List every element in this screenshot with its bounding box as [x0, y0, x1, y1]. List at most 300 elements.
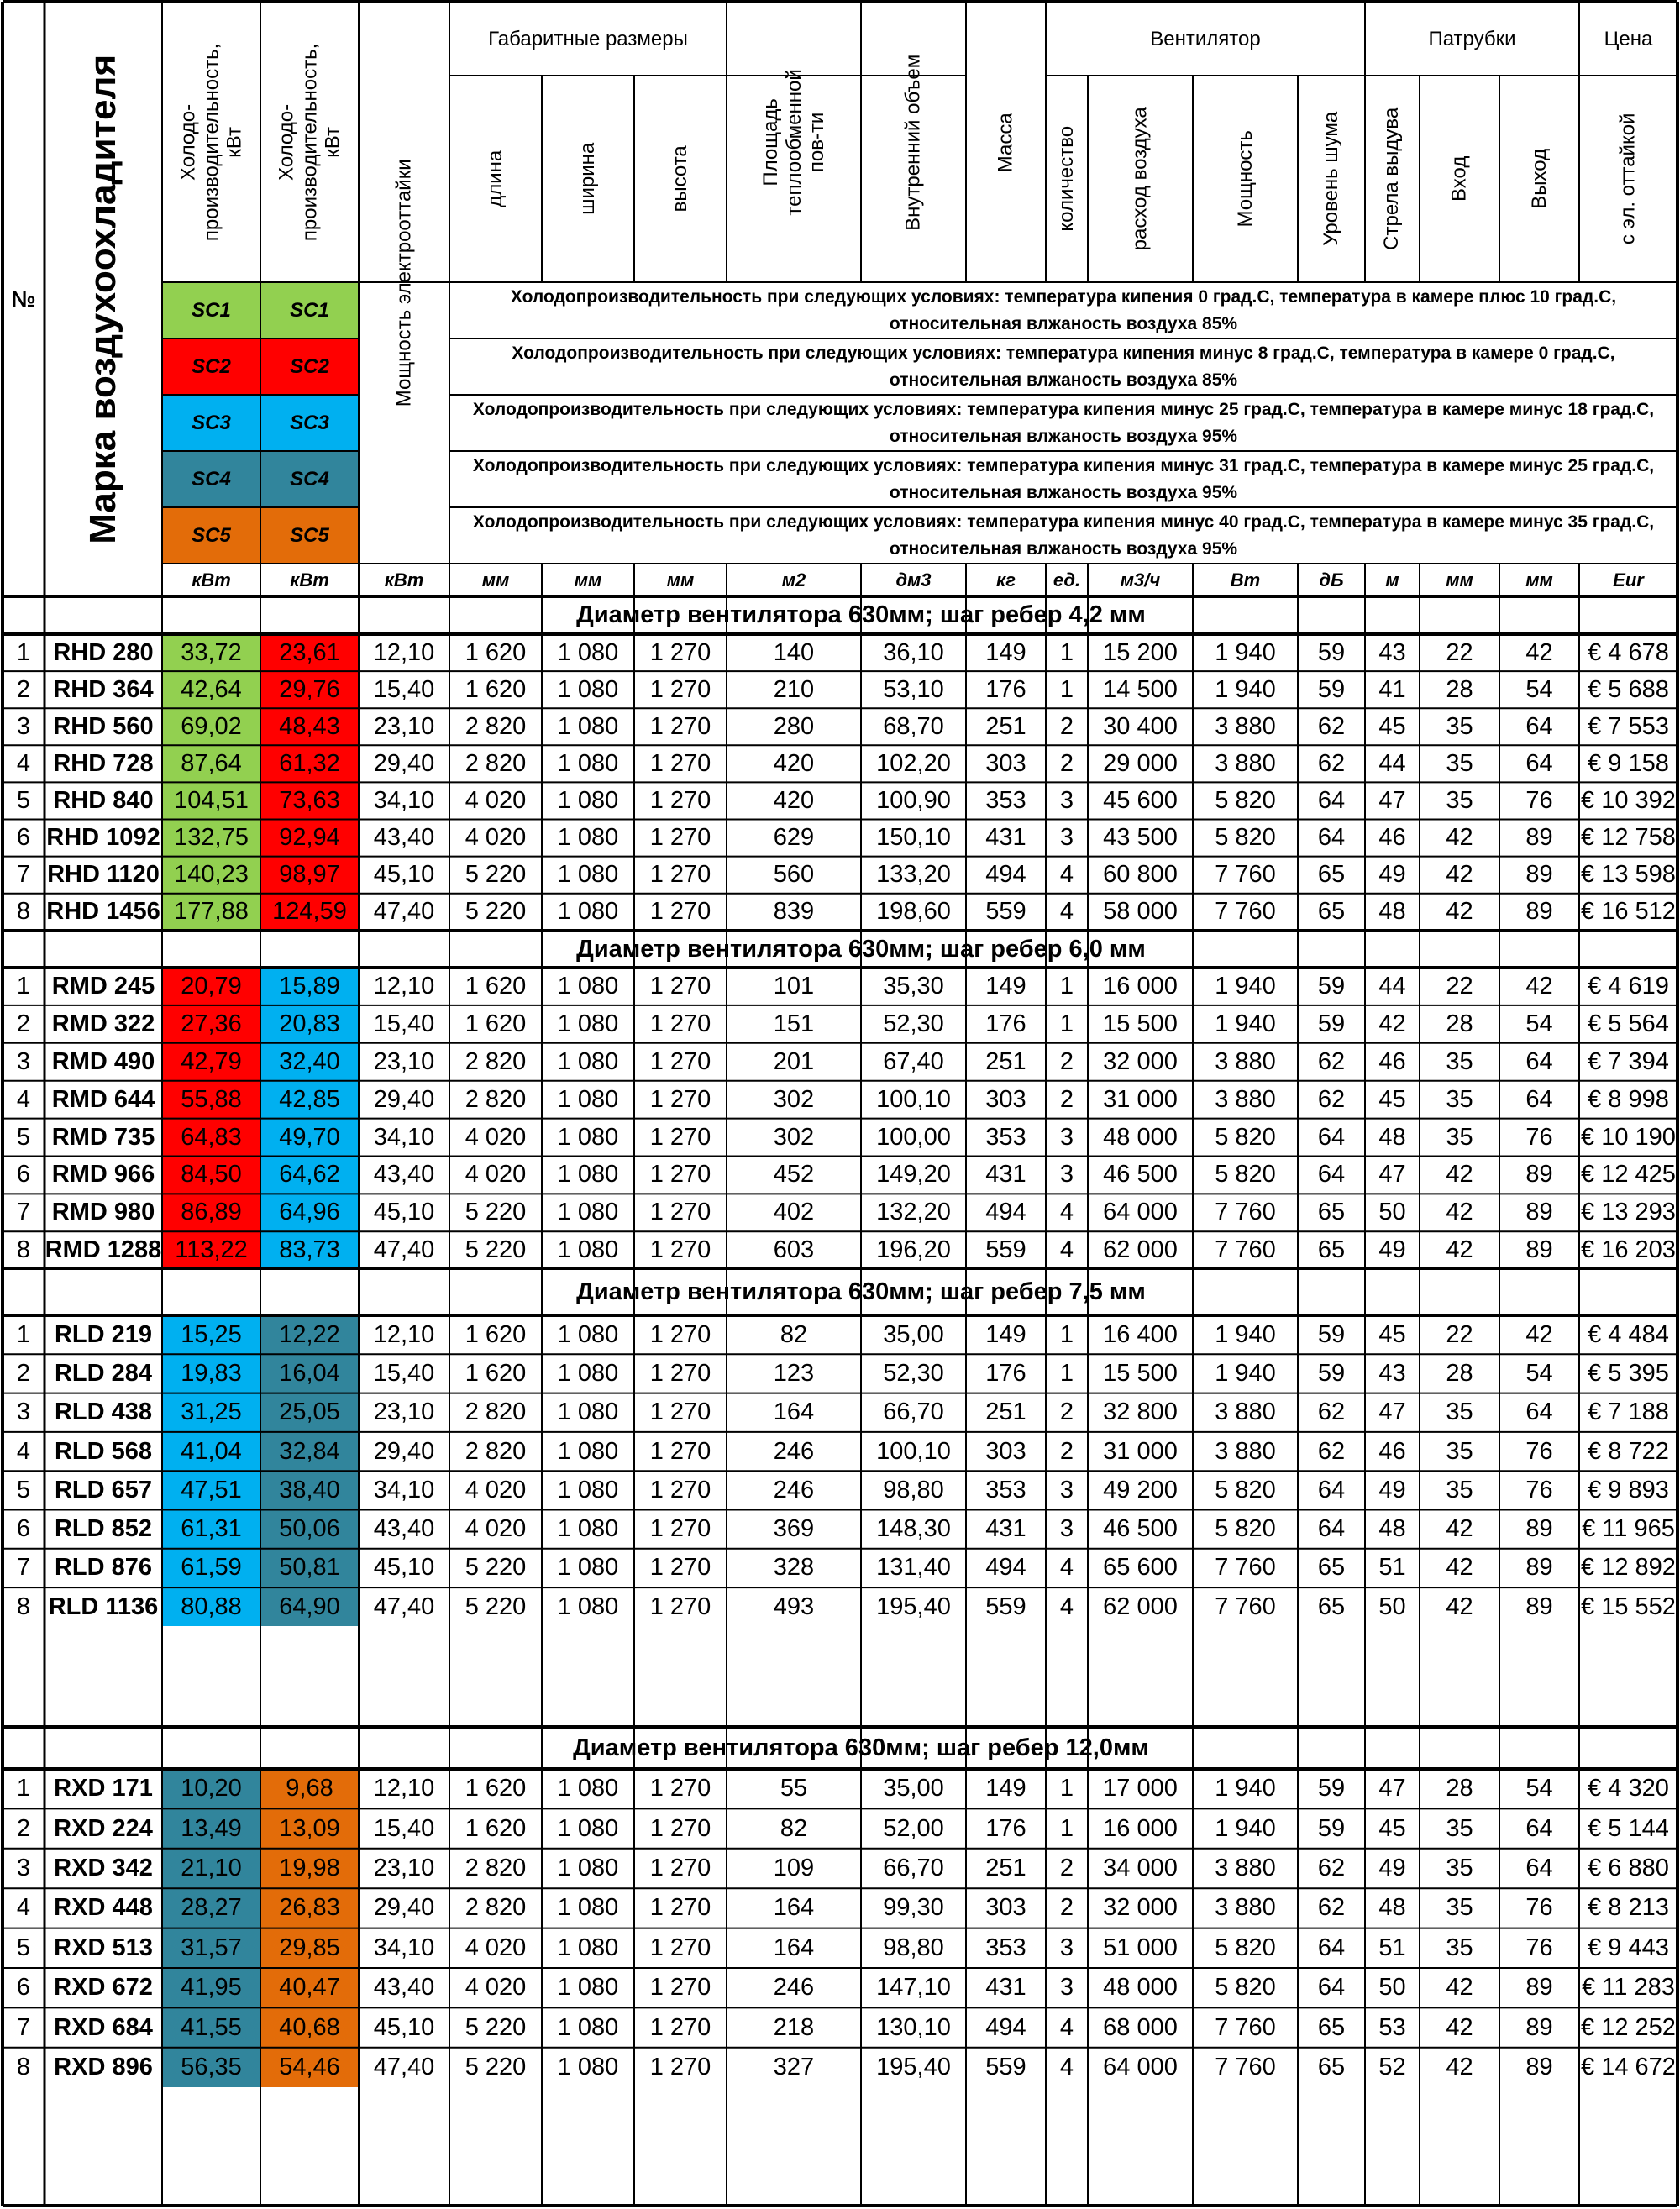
section-3-row-6-col-1-text: 6 [16, 1515, 31, 1543]
section-2-row-7-col-6-text: 5 220 [465, 1199, 527, 1226]
section-2-row-8-col-2-text: RMD 1288 [45, 1236, 162, 1264]
section-2-row-4-col-4-text: 42,85 [279, 1085, 340, 1113]
section-2-row-8-col-19-text: € 16 203 [1581, 1236, 1676, 1264]
section-2-row-7-col-12-text: 4 [1059, 1199, 1074, 1226]
section-1-row-1-col-11-text: 149 [985, 638, 1026, 666]
section-4-row-8-col-7-text: 1 080 [557, 2053, 619, 2080]
section-2-row-1-col-8-text: 1 270 [649, 972, 711, 1000]
section-4-row-3-col-19-text: € 6 880 [1588, 1854, 1669, 1881]
section-4-row-5-col-5-text: 34,10 [373, 1934, 435, 1961]
section-3-row-6-col-13-text: 46 500 [1103, 1515, 1178, 1543]
section-1-row-1-col-19-text: € 4 678 [1588, 638, 1669, 666]
section-2-row-4-col-19-text: € 8 998 [1588, 1085, 1669, 1113]
section-1-row-7-col-6-text: 5 220 [465, 861, 527, 889]
section-1-row-5-col-17-text: 35 [1446, 786, 1473, 814]
section-2-row-3-col-17-text: 35 [1446, 1047, 1473, 1075]
section-3-row-1-col-3-text: 15,25 [181, 1320, 242, 1348]
section-4-row-5-col-3-text: 31,57 [181, 1934, 242, 1961]
section-2-row-7-col-18-text: 89 [1525, 1199, 1553, 1226]
section-3-row-5-col-12-text: 3 [1059, 1476, 1074, 1503]
section-3-row-5-col-19-text: € 9 893 [1588, 1476, 1669, 1503]
section-4-row-3-col-8-text: 1 270 [649, 1854, 711, 1881]
section-3-row-2-col-2-text: RLD 284 [54, 1359, 153, 1387]
section-3-row-1-col-4-text: 12,22 [279, 1320, 340, 1348]
section-2-row-3-col-4-text: 32,40 [279, 1047, 340, 1075]
section-2-row-3-col-2-text: RMD 490 [51, 1047, 155, 1075]
section-1-row-2-col-10-text: 53,10 [883, 675, 944, 703]
section-1-row-5-col-13-text: 45 600 [1103, 786, 1178, 814]
section-4-row-1-col-13-text: 17 000 [1103, 1775, 1178, 1802]
section-1-row-8-col-14-text: 7 760 [1215, 898, 1276, 926]
section-4-row-5-col-8-text: 1 270 [649, 1934, 711, 1961]
section-4-row-5-col-11-text: 353 [985, 1934, 1026, 1961]
section-4-row-3-col-15-text: 62 [1317, 1854, 1346, 1881]
section-3-row-6-col-6-text: 4 020 [465, 1515, 527, 1543]
section-1-row-8-col-12-text: 4 [1059, 898, 1074, 926]
section-1-row-7-col-15-text: 65 [1317, 861, 1346, 889]
section-4-row-1-col-18-text: 54 [1525, 1775, 1553, 1802]
section-3-row-4-col-3-text: 41,04 [181, 1437, 242, 1465]
section-3-row-6-col-11-text: 431 [985, 1515, 1026, 1543]
section-1-row-7-col-12-text: 4 [1059, 861, 1074, 889]
section-1-row-7-col-11-text: 494 [985, 861, 1026, 889]
section-1-row-3-col-7-text: 1 080 [557, 712, 619, 740]
condition-text-2-text: Холодопроизводительность при следующих условиях: температура кипения минус 8 град.С, температура в камере 0 град.С, относительная влжаность воздуха 85% [512, 344, 1615, 390]
section-2-row-6-col-18-text: 89 [1525, 1161, 1553, 1188]
section-2-row-7-col-3-text: 86,89 [181, 1199, 242, 1226]
section-1-row-5-col-8-text: 1 270 [649, 786, 711, 814]
section-4-row-6-col-15-text: 64 [1317, 1974, 1346, 2002]
section-1-row-2-col-16-text: 41 [1378, 675, 1406, 703]
section-1-row-2-col-9-text: 210 [773, 675, 815, 703]
section-4-row-8-col-17-text: 42 [1446, 2053, 1473, 2080]
section-1-row-6-col-8-text: 1 270 [649, 824, 711, 852]
section-4-row-3-col-10-text: 66,70 [883, 1854, 944, 1881]
section-4-row-6-col-12-text: 3 [1059, 1974, 1074, 2002]
section-3-row-7-col-2-text: RLD 876 [54, 1554, 153, 1582]
section-1-row-8-col-3-text: 177,88 [174, 898, 249, 926]
header-fan-power-label: Мощность [1233, 130, 1257, 228]
section-3-row-6-col-8-text: 1 270 [649, 1515, 711, 1543]
section-4-row-6-col-19-text: € 11 283 [1582, 1974, 1675, 2002]
section-1-row-4-col-17-text: 35 [1446, 749, 1473, 777]
section-3-row-4-col-14-text: 3 880 [1215, 1437, 1276, 1465]
section-3-row-7-col-8-text: 1 270 [649, 1554, 711, 1582]
section-4-row-3-col-9-text: 109 [773, 1854, 815, 1881]
section-2-row-4-col-10-text: 100,10 [876, 1085, 951, 1113]
section-1-row-8-col-19-text: € 16 512 [1581, 898, 1676, 926]
section-2-row-7-col-15-text: 65 [1317, 1199, 1346, 1226]
section-1-row-3-col-5-text: 23,10 [373, 712, 435, 740]
condition-text-4-text: Холодопроизводительность при следующих условиях: температура кипения минус 31 град.С, температура в камере минус 25 град.С, относительная влжаность воздуха 95% [472, 456, 1655, 502]
section-1-row-6-col-7-text: 1 080 [557, 824, 619, 852]
section-4-row-6-col-13-text: 48 000 [1103, 1974, 1178, 2002]
section-4-row-3-col-13-text: 34 000 [1103, 1854, 1178, 1881]
section-1-row-8-col-17-text: 42 [1446, 898, 1473, 926]
section-3-row-6-col-3-text: 61,31 [181, 1515, 242, 1543]
section-1-row-6-col-5-text: 43,40 [373, 824, 435, 852]
section-1-row-2-col-4-text: 29,76 [279, 675, 340, 703]
section-2-row-6-col-6-text: 4 020 [465, 1161, 527, 1188]
section-2-row-4-col-5-text: 29,40 [373, 1085, 435, 1113]
section-2-row-3-col-9-text: 201 [773, 1047, 815, 1075]
section-2-row-2-col-19-text: € 5 564 [1588, 1010, 1669, 1037]
section-3-row-5-col-5-text: 34,10 [373, 1476, 435, 1503]
section-2-row-4-col-16-text: 45 [1378, 1085, 1406, 1113]
section-1-row-5-col-1-text: 5 [16, 786, 31, 814]
section-4-row-7-col-8-text: 1 270 [649, 2013, 711, 2041]
section-1-row-3-col-17-text: 35 [1446, 712, 1473, 740]
section-4-row-7-col-15-text: 65 [1317, 2013, 1346, 2041]
section-1-row-5-col-12-text: 3 [1059, 786, 1074, 814]
section-4-row-6-col-1-text: 6 [16, 1974, 31, 2002]
section-3-row-5-col-1-text: 5 [16, 1476, 31, 1503]
section-3-row-5-col-8-text: 1 270 [649, 1476, 711, 1503]
section-3-row-2-col-12-text: 1 [1059, 1359, 1074, 1387]
section-2-row-7-col-1-text: 7 [16, 1199, 31, 1226]
section-2-row-2-col-10-text: 52,30 [883, 1010, 944, 1037]
section-4-row-8-col-18-text: 89 [1525, 2053, 1553, 2080]
section-1-row-6-col-19-text: € 12 758 [1581, 824, 1676, 852]
section-3-row-2-col-17-text: 28 [1446, 1359, 1473, 1387]
section-4-row-7-col-6-text: 5 220 [465, 2013, 527, 2041]
section-2-row-8-col-3-text: 113,22 [175, 1236, 248, 1264]
section-4-row-8-col-10-text: 195,40 [876, 2053, 951, 2080]
section-2-row-1-col-16-text: 44 [1378, 972, 1406, 1000]
section-4-row-5-col-7-text: 1 080 [557, 1934, 619, 1961]
sc-swatch-1-a-text: SC1 [192, 298, 231, 322]
section-4-row-2-col-12-text: 1 [1059, 1814, 1074, 1842]
section-2-row-1-col-12-text: 1 [1059, 972, 1074, 1000]
unit-cell-9-text: кг [996, 569, 1016, 590]
section-3-row-6-col-19-text: € 11 965 [1582, 1515, 1675, 1543]
section-1-row-2-col-1-text: 2 [16, 675, 31, 703]
section-1-row-6-col-9-text: 629 [773, 824, 815, 852]
section-2-row-7-col-19-text: € 13 293 [1581, 1199, 1676, 1226]
section-3-row-5-col-17-text: 35 [1446, 1476, 1473, 1503]
section-2-row-2-col-15-text: 59 [1317, 1010, 1346, 1037]
section-3-row-5-col-11-text: 353 [985, 1476, 1026, 1503]
header-mass-label: Масса [994, 113, 1017, 172]
section-4-row-5-col-17-text: 35 [1446, 1934, 1473, 1961]
section-1-row-5-col-4-text: 73,63 [279, 786, 340, 814]
section-3-row-8-col-13-text: 62 000 [1103, 1592, 1178, 1620]
section-4-row-6-col-8-text: 1 270 [649, 1974, 711, 2002]
section-4-row-4-col-8-text: 1 270 [649, 1894, 711, 1922]
section-1-row-3-col-16-text: 45 [1378, 712, 1406, 740]
section-3-row-1-col-10-text: 35,00 [883, 1320, 944, 1348]
section-3-row-7-col-16-text: 51 [1378, 1554, 1406, 1582]
section-1-row-7-col-4-text: 98,97 [279, 861, 340, 889]
section-2-row-4-col-9-text: 302 [773, 1085, 815, 1113]
section-2-row-7-col-2-text: RMD 980 [51, 1199, 155, 1226]
sc-swatch-5-a-text: SC5 [192, 523, 231, 547]
section-3-row-1-col-16-text: 45 [1378, 1320, 1406, 1348]
section-3-row-8-col-16-text: 50 [1378, 1592, 1406, 1620]
section-1-row-3-col-3-text: 69,02 [181, 712, 242, 740]
section-2-row-2-col-18-text: 54 [1525, 1010, 1553, 1037]
section-2-row-5-col-8-text: 1 270 [649, 1123, 711, 1151]
section-4-row-2-col-10-text: 52,00 [883, 1814, 944, 1842]
section-4-row-4-col-6-text: 2 820 [465, 1894, 527, 1922]
section-4-row-4-col-4-text: 26,83 [279, 1894, 340, 1922]
section-1-row-4-col-3-text: 87,64 [181, 749, 242, 777]
section-2-row-6-col-3-text: 84,50 [181, 1161, 242, 1188]
section-1-row-3-col-10-text: 68,70 [883, 712, 944, 740]
section-2-row-2-col-13-text: 15 500 [1103, 1010, 1178, 1037]
section-2-row-7-col-8-text: 1 270 [649, 1199, 711, 1226]
section-4-row-1-col-9-text: 55 [780, 1775, 808, 1802]
section-2-row-8-col-13-text: 62 000 [1103, 1236, 1178, 1264]
section-2-row-3-col-18-text: 64 [1525, 1047, 1553, 1075]
section-3-row-2-col-5-text: 15,40 [373, 1359, 435, 1387]
section-2-row-1-col-15-text: 59 [1317, 972, 1346, 1000]
header-capacity-2-label: Холодо-производительность, кВт [275, 43, 344, 242]
section-1-row-8-col-18-text: 89 [1525, 898, 1553, 926]
section-1-row-2-col-18-text: 54 [1525, 675, 1553, 703]
section-4-row-2-col-6-text: 1 620 [465, 1814, 527, 1842]
section-3-row-1-col-13-text: 16 400 [1103, 1320, 1178, 1348]
section-title-3-text: Диаметр вентилятора 630мм; шаг ребер 7,5 мм [576, 1278, 1146, 1305]
section-4-row-2-col-17-text: 35 [1446, 1814, 1473, 1842]
section-3-row-2-col-19-text: € 5 395 [1588, 1359, 1669, 1387]
section-4-row-5-col-19-text: € 9 443 [1588, 1934, 1669, 1961]
section-3-row-2-col-13-text: 15 500 [1103, 1359, 1178, 1387]
section-3-row-3-col-10-text: 66,70 [883, 1398, 944, 1426]
section-4-row-7-col-7-text: 1 080 [557, 2013, 619, 2041]
section-4-row-8-col-3-text: 56,35 [181, 2053, 242, 2080]
section-2-row-8-col-17-text: 42 [1446, 1236, 1473, 1264]
section-1-row-2-col-7-text: 1 080 [557, 675, 619, 703]
section-4-row-5-col-1-text: 5 [16, 1934, 31, 1961]
section-4-row-6-col-2-text: RXD 672 [54, 1974, 153, 2002]
section-1-row-1-col-15-text: 59 [1317, 638, 1346, 666]
section-2-row-6-col-2-text: RMD 966 [51, 1161, 155, 1188]
header-defrost-power-label: Мощность электрооттайки [392, 159, 416, 407]
section-4-row-2-col-13-text: 16 000 [1103, 1814, 1178, 1842]
section-4-row-3-col-6-text: 2 820 [465, 1854, 527, 1881]
section-3-row-8-col-6-text: 5 220 [465, 1592, 527, 1620]
section-4-row-1-col-19-text: € 4 320 [1588, 1775, 1669, 1802]
section-2-row-3-col-10-text: 67,40 [883, 1047, 944, 1075]
section-2-row-8-col-1-text: 8 [16, 1236, 31, 1264]
section-2-row-2-col-6-text: 1 620 [465, 1010, 527, 1037]
section-2-row-5-col-9-text: 302 [773, 1123, 815, 1151]
sc-swatch-4-a-text: SC4 [192, 467, 231, 491]
unit-cell-8-text: дм3 [895, 569, 932, 590]
section-3-row-8-col-9-text: 493 [773, 1592, 815, 1620]
section-2-row-6-col-5-text: 43,40 [373, 1161, 435, 1188]
condition-text-1-text: Холодопроизводительность при следующих условиях: температура кипения 0 град.С, температура в камере плюс 10 град.С, относительная влжаность воздуха 85% [510, 287, 1617, 333]
section-4-row-2-col-9-text: 82 [780, 1814, 808, 1842]
section-2-row-6-col-12-text: 3 [1059, 1161, 1074, 1188]
section-2-row-5-col-17-text: 35 [1446, 1123, 1473, 1151]
section-2-row-5-col-19-text: € 10 190 [1581, 1123, 1676, 1151]
section-2-row-2-col-14-text: 1 940 [1215, 1010, 1276, 1037]
section-1-row-8-col-2-text: RHD 1456 [46, 898, 160, 926]
section-3-row-1-col-7-text: 1 080 [557, 1320, 619, 1348]
section-3-row-8-col-10-text: 195,40 [876, 1592, 951, 1620]
section-3-row-8-col-17-text: 42 [1446, 1592, 1473, 1620]
section-3-row-4-col-19-text: € 8 722 [1588, 1437, 1669, 1465]
section-3-row-7-col-19-text: € 12 892 [1581, 1554, 1676, 1582]
section-4-row-8-col-4-text: 54,46 [279, 2053, 340, 2080]
section-4-row-7-col-17-text: 42 [1446, 2013, 1473, 2041]
section-1-row-5-col-16-text: 47 [1378, 786, 1406, 814]
section-1-row-5-col-14-text: 5 820 [1215, 786, 1276, 814]
section-3-row-2-col-11-text: 176 [985, 1359, 1026, 1387]
section-1-row-4-col-6-text: 2 820 [465, 749, 527, 777]
section-3-row-3-col-8-text: 1 270 [649, 1398, 711, 1426]
section-2-row-1-col-14-text: 1 940 [1215, 972, 1276, 1000]
section-4-row-2-col-2-text: RXD 224 [54, 1814, 153, 1842]
condition-text-3-text: Холодопроизводительность при следующих условиях: температура кипения минус 25 град.С, температура в камере минус 18 град.С, относительная влжаность воздуха 95% [472, 400, 1655, 446]
section-4-row-1-col-16-text: 47 [1378, 1775, 1406, 1802]
section-2-row-4-col-17-text: 35 [1446, 1085, 1473, 1113]
section-3-row-5-col-4-text: 38,40 [279, 1476, 340, 1503]
section-1-row-7-col-5-text: 45,10 [373, 861, 435, 889]
section-2-row-1-col-3-text: 20,79 [181, 972, 242, 1000]
unit-cell-5-text: мм [574, 569, 602, 590]
section-4-row-2-col-15-text: 59 [1317, 1814, 1346, 1842]
section-2-row-3-col-12-text: 2 [1059, 1047, 1074, 1075]
section-4-row-8-col-1-text: 8 [16, 2053, 31, 2080]
section-4-row-1-col-7-text: 1 080 [557, 1775, 619, 1802]
sc-swatch-5-b-text: SC5 [290, 523, 329, 547]
section-3-row-1-col-8-text: 1 270 [649, 1320, 711, 1348]
section-1-row-2-col-12-text: 1 [1059, 675, 1074, 703]
section-3-row-1-col-12-text: 1 [1059, 1320, 1074, 1348]
section-4-row-8-col-13-text: 64 000 [1103, 2053, 1178, 2080]
section-3-row-3-col-11-text: 251 [985, 1398, 1026, 1426]
section-2-row-1-col-11-text: 149 [985, 972, 1026, 1000]
section-3-row-4-col-1-text: 4 [16, 1437, 31, 1465]
unit-cell-17-text: Eur [1613, 569, 1644, 590]
section-2-row-7-col-13-text: 64 000 [1103, 1199, 1178, 1226]
section-1-row-7-col-19-text: € 13 598 [1581, 861, 1676, 889]
section-3-row-6-col-4-text: 50,06 [279, 1515, 340, 1543]
section-2-row-2-col-16-text: 42 [1378, 1010, 1406, 1037]
unit-cell-6-text: мм [666, 569, 695, 590]
section-2-row-1-col-6-text: 1 620 [465, 972, 527, 1000]
unit-cell-7-text: м2 [781, 569, 806, 590]
section-4-row-1-col-11-text: 149 [985, 1775, 1026, 1802]
section-2-row-2-col-1-text: 2 [16, 1010, 31, 1037]
section-4-row-7-col-2-text: RXD 684 [54, 2013, 153, 2041]
section-4-row-5-col-16-text: 51 [1378, 1934, 1406, 1961]
section-4-row-7-col-12-text: 4 [1059, 2013, 1074, 2041]
section-2-row-5-col-1-text: 5 [16, 1123, 31, 1151]
section-4-row-3-col-5-text: 23,10 [373, 1854, 435, 1881]
section-2-row-7-col-14-text: 7 760 [1215, 1199, 1276, 1226]
section-2-row-8-col-4-text: 83,73 [279, 1236, 340, 1264]
section-3-row-5-col-9-text: 246 [773, 1476, 815, 1503]
section-2-row-8-col-8-text: 1 270 [649, 1236, 711, 1264]
section-4-row-4-col-12-text: 2 [1059, 1894, 1074, 1922]
section-4-row-7-col-3-text: 41,55 [181, 2013, 242, 2041]
section-4-row-8-col-12-text: 4 [1059, 2053, 1074, 2080]
section-4-row-3-col-12-text: 2 [1059, 1854, 1074, 1881]
section-1-row-7-col-8-text: 1 270 [649, 861, 711, 889]
section-3-row-1-col-15-text: 59 [1317, 1320, 1346, 1348]
section-4-row-8-col-6-text: 5 220 [465, 2053, 527, 2080]
section-1-row-5-col-2-text: RHD 840 [53, 786, 154, 814]
section-2-row-2-col-11-text: 176 [985, 1010, 1026, 1037]
section-4-row-6-col-7-text: 1 080 [557, 1974, 619, 2002]
section-2-row-5-col-2-text: RMD 735 [51, 1123, 155, 1151]
section-1-row-5-col-11-text: 353 [985, 786, 1026, 814]
section-4-row-1-col-15-text: 59 [1317, 1775, 1346, 1802]
section-2-row-5-col-16-text: 48 [1378, 1123, 1406, 1151]
section-title-4-text: Диаметр вентилятора 630мм; шаг ребер 12,0мм [573, 1734, 1149, 1761]
section-3-row-6-col-15-text: 64 [1317, 1515, 1346, 1543]
section-1-row-3-col-1-text: 3 [16, 712, 31, 740]
section-1-row-4-col-14-text: 3 880 [1215, 749, 1276, 777]
header-fan-group-label: Вентилятор [1150, 27, 1261, 50]
section-3-row-3-col-13-text: 32 800 [1103, 1398, 1178, 1426]
section-1-row-8-col-9-text: 839 [773, 898, 815, 926]
section-3-row-2-col-8-text: 1 270 [649, 1359, 711, 1387]
section-3-row-1-col-18-text: 42 [1525, 1320, 1553, 1348]
section-1-row-4-col-12-text: 2 [1059, 749, 1074, 777]
section-3-row-4-col-9-text: 246 [773, 1437, 815, 1465]
section-2-row-7-col-11-text: 494 [985, 1199, 1026, 1226]
section-4-row-7-col-19-text: € 12 252 [1581, 2013, 1676, 2041]
section-2-row-6-col-16-text: 47 [1378, 1161, 1406, 1188]
section-2-row-7-col-10-text: 132,20 [876, 1199, 951, 1226]
section-3-row-5-col-18-text: 76 [1525, 1476, 1553, 1503]
header-number-label: № [11, 286, 36, 312]
section-4-row-7-col-1-text: 7 [16, 2013, 31, 2041]
section-2-row-5-col-11-text: 353 [985, 1123, 1026, 1151]
section-2-row-6-col-1-text: 6 [16, 1161, 31, 1188]
section-4-row-3-col-3-text: 21,10 [181, 1854, 242, 1881]
section-3-row-6-col-18-text: 89 [1525, 1515, 1553, 1543]
sc-swatch-4-b-text: SC4 [290, 467, 329, 491]
header-height-label: высота [669, 145, 692, 213]
section-1-row-1-col-13-text: 15 200 [1103, 638, 1178, 666]
section-3-row-2-col-3-text: 19,83 [181, 1359, 242, 1387]
section-3-row-2-col-7-text: 1 080 [557, 1359, 619, 1387]
section-1-row-7-col-2-text: RHD 1120 [47, 861, 160, 889]
section-4-row-3-col-7-text: 1 080 [557, 1854, 619, 1881]
section-1-row-1-col-5-text: 12,10 [373, 638, 435, 666]
section-3-row-4-col-16-text: 46 [1378, 1437, 1406, 1465]
section-4-row-3-col-18-text: 64 [1525, 1854, 1553, 1881]
section-2-row-8-col-11-text: 559 [985, 1236, 1026, 1264]
header-inlet-label: Вход [1447, 155, 1471, 202]
section-2-row-8-col-5-text: 47,40 [373, 1236, 435, 1264]
section-1-row-8-col-10-text: 198,60 [876, 898, 951, 926]
section-3-row-8-col-19-text: € 15 552 [1581, 1592, 1676, 1620]
section-2-row-3-col-3-text: 42,79 [181, 1047, 242, 1075]
section-3-row-2-col-9-text: 123 [773, 1359, 815, 1387]
section-1-row-7-col-10-text: 133,20 [876, 861, 951, 889]
section-1-row-5-col-3-text: 104,51 [174, 786, 249, 814]
section-2-row-4-col-1-text: 4 [16, 1085, 31, 1113]
section-1-row-7-col-3-text: 140,23 [174, 861, 249, 889]
section-3-row-4-col-8-text: 1 270 [649, 1437, 711, 1465]
section-4-row-5-col-18-text: 76 [1525, 1934, 1553, 1961]
section-4-row-6-col-17-text: 42 [1446, 1974, 1473, 2002]
section-1-row-6-col-11-text: 431 [985, 824, 1026, 852]
section-4-row-1-col-2-text: RXD 171 [54, 1775, 153, 1802]
section-1-row-5-col-5-text: 34,10 [373, 786, 435, 814]
section-4-row-1-col-14-text: 1 940 [1215, 1775, 1276, 1802]
section-3-row-6-col-14-text: 5 820 [1215, 1515, 1276, 1543]
section-2-row-5-col-6-text: 4 020 [465, 1123, 527, 1151]
section-2-row-1-col-2-text: RMD 245 [51, 972, 155, 1000]
